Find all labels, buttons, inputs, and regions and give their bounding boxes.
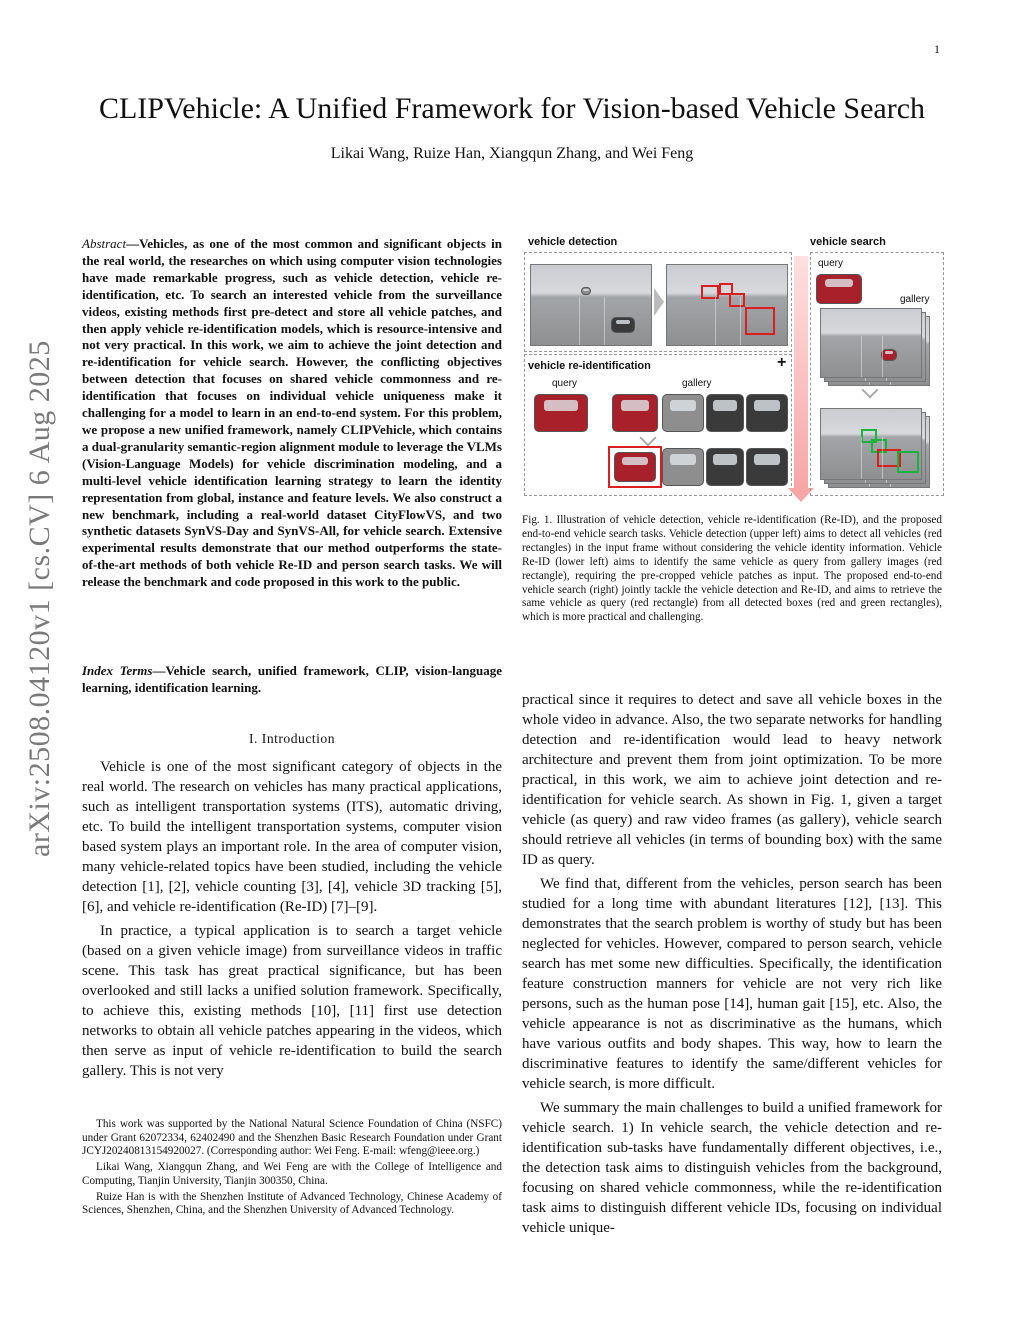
figure-caption: Fig. 1. Illustration of vehicle detection, vehicle re-identification (Re-ID), and the proposed end-to-end vehicle search tasks. Vehicle detection (upper left) aims to detect all vehicles (red rectangles) in the input frame without considering the vehicle identity information. Vehicle Re-ID (lower left) aims to identify the same vehicle as query from gallery images (red rectangle), requiring the pre-cropped vehicle patches as input. The proposed end-to-end vehicle search (right) jointly tackle the vehicle detection and Re-ID, and aims to retrieve the same vehicle as query (red rectangle) from all detected boxes (red and green rectangles), which is more practical and challenging. (522, 514, 942, 624)
index-terms (82, 663, 502, 697)
frame-car (581, 287, 591, 295)
reid-gallery-label: gallery (682, 378, 712, 389)
paper-title: CLIPVehicle: A Unified Framework for Vision-based Vehicle Search (98, 92, 926, 125)
gallery-car (612, 394, 658, 432)
search-candidate-box (897, 451, 919, 473)
intro-paragraph-1: Vehicle is one of the most significant category of objects in the real world. The research on vehicles has many practical applications, such as intelligent transportation systems (ITS), automatic driving, etc. To build the intelligent transportation systems, computer vision based system plays an important role. In the area of computer vision, many vehicle-related topics have been studied, including the vehicle detection [1], [2], vehicle counting [3], [4], vehicle 3D tracking [5], [6], and vehicle re-identification (Re-ID) [7]–[9]. (82, 759, 502, 915)
page-number: 1 (934, 42, 940, 56)
right-paragraph-1: practical since it requires to detect and save all vehicle boxes in the whole video in advance. Also, the two separate networks for handling detection and re-identification would lead to heavy network architecture and prevent them from joint optimization. To be more practical, in this work, we aim to achieve joint detection and re-identification for vehicle search. As shown in Fig. 1, given a target vehicle (as query) and raw video frames (as gallery), vehicle search should retrieve all vehicles (in terms of bounding box) with the same ID as query. (522, 692, 942, 868)
gallery-car (706, 448, 744, 486)
intro-body (82, 757, 502, 1081)
right-paragraph-2: We find that, different from the vehicles, person search has been studied for a long time with abundant literatures [12], [13]. This demonstrates that the search problem is worthy of study but has been neglected for vehicles. However, compared to person search, vehicle search has met some new difficulties. Specifically, the identification feature construction manners for vehicle are not very rich like persons, such as the human pose [14], human gait [15], etc. Also, the vehicle appearance is not as discriminative as the humans, which have various outfits and body shapes. This way, how to learn the discriminative features to identify the same/different vehicles for vehicle search, is more difficult. (522, 876, 942, 1092)
combine-arrow (794, 256, 808, 488)
gallery-car (662, 394, 704, 432)
paper-authors: Likai Wang, Ruize Han, Xiangqun Zhang, and Wei Feng (330, 145, 694, 162)
detection-input-frame (530, 264, 652, 346)
abstract (82, 236, 502, 591)
section-heading: I. Introduction (248, 731, 336, 746)
footnote-funding: This work was supported by the National Natural Science Foundation of China (NSFC) under Grant 62072334, 62402490 and the Shenzhen Basic Research Foundation under Grant JCYJ20240813154920027. (Corresponding author: Wei Feng. E-mail: wfeng@ieee.org.) (82, 1118, 502, 1158)
reid-query-label: query (552, 378, 578, 389)
intro-paragraph-2: In practice, a typical application is to search a target vehicle (based on a given vehicle image) from surveillance videos in traffic scene. This task has great practical significance, but has been overlooked and still lacks a unified solution framework. Specifically, to achieve this, existing methods [10], [11] first use detection networks to obtain all vehicle patches appearing in the videos, which then serve as input of vehicle re-identification to build the search gallery. This is not very (82, 923, 502, 1079)
search-result-frame (820, 408, 922, 480)
abstract-label: Abstract (82, 236, 127, 251)
right-paragraph-3: We summary the main challenges to build a unified framework for vehicle search. 1) In vehicle search, the vehicle detection and re-identification sub-tasks have fundamentally different objectives, i.e., the detection task aims to distinguish vehicles from the background, focusing on shared vehicle commonness, while the re-identification task aims to distinguish different vehicle IDs, focusing on individual vehicle unique- (522, 1100, 942, 1236)
abstract-text: —Vehicles, as one of the most common and significant objects in the real world, the researches on which using computer vision technologies have made remarkable progress, such as vehicle detection, vehicle re-identification, etc. To search an interested vehicle from the surveillance videos, existing methods first pre-detect and store all vehicle patches, and then apply vehicle re-identification models, which is resource-intensive and not very practical. In this work, we aim to achieve the joint detection and re-identification for vehicle search. However, the conflicting objectives between detection that focuses on shared vehicle commonness and re-identification that focuses on individual vehicle uniqueness make it challenging for a model to learn in an end-to-end system. For this problem, we propose a new unified framework, namely CLIPVehicle, which contains a dual-granularity semantic-region alignment module to leverage the VLMs (Vision-Language Models) for vehicle discrimination modeling, and a multi-level vehicle identification learning strategy to learn the identity representation from global, instance and feature levels. We also construct a new benchmark, including a real-world dataset CityFlowVS, and two synthetic datasets SynVS-Day and SynVS-All, for vehicle search. Extensive experimental results demonstrate that our method outperforms the state-of-the-art methods of both vehicle Re-ID and person search tasks. We will release the benchmark and code proposed in this work to the public. (82, 236, 502, 590)
reid-query-car (534, 394, 588, 432)
gallery-car (746, 448, 788, 486)
search-query-label: query (818, 258, 844, 269)
reid-label: vehicle re-identification (528, 360, 651, 372)
right-column-body (522, 690, 942, 1238)
footnote-affil-1: Likai Wang, Xiangqun Zhang, and Wei Feng are with the College of Intelligence and Computing, Tianjin University, Tianjin 300350, China. (82, 1161, 502, 1187)
arrow-right (654, 288, 664, 316)
detection-box (745, 307, 775, 335)
arxiv-stamp: arXiv:2508.04120v1 [cs.CV] 6 Aug 2025 (23, 340, 56, 857)
search-gallery-label: gallery (900, 294, 930, 305)
vehicle-search-label: vehicle search (810, 236, 886, 248)
figure-1 (522, 236, 946, 498)
detection-output-frame (666, 264, 788, 346)
detection-box (701, 285, 719, 299)
vehicle-detection-label: vehicle detection (528, 236, 618, 248)
matched-car (614, 452, 656, 482)
footnotes (82, 1118, 502, 1220)
plus-sign: + (777, 354, 787, 371)
gallery-car (746, 394, 788, 432)
frame-car (611, 317, 635, 333)
gallery-car (706, 394, 744, 432)
index-terms-label: Index Terms (82, 663, 153, 678)
detection-box (729, 293, 745, 307)
index-terms-text: —Vehicle search, unified framework, CLIP, vision-language learning, identification learning. (82, 663, 502, 695)
footnote-affil-2: Ruize Han is with the Shenzhen Institute of Advanced Technology, Chinese Academy of Sciences, Shenzhen, China, and the Shenzhen University of Advanced Technology. (82, 1190, 502, 1217)
search-gallery-frame (820, 308, 922, 378)
frame-car (881, 349, 897, 361)
reid-match-box (608, 446, 662, 488)
search-candidate-box (861, 429, 877, 443)
search-query-car (816, 274, 862, 304)
gallery-car (662, 448, 704, 486)
